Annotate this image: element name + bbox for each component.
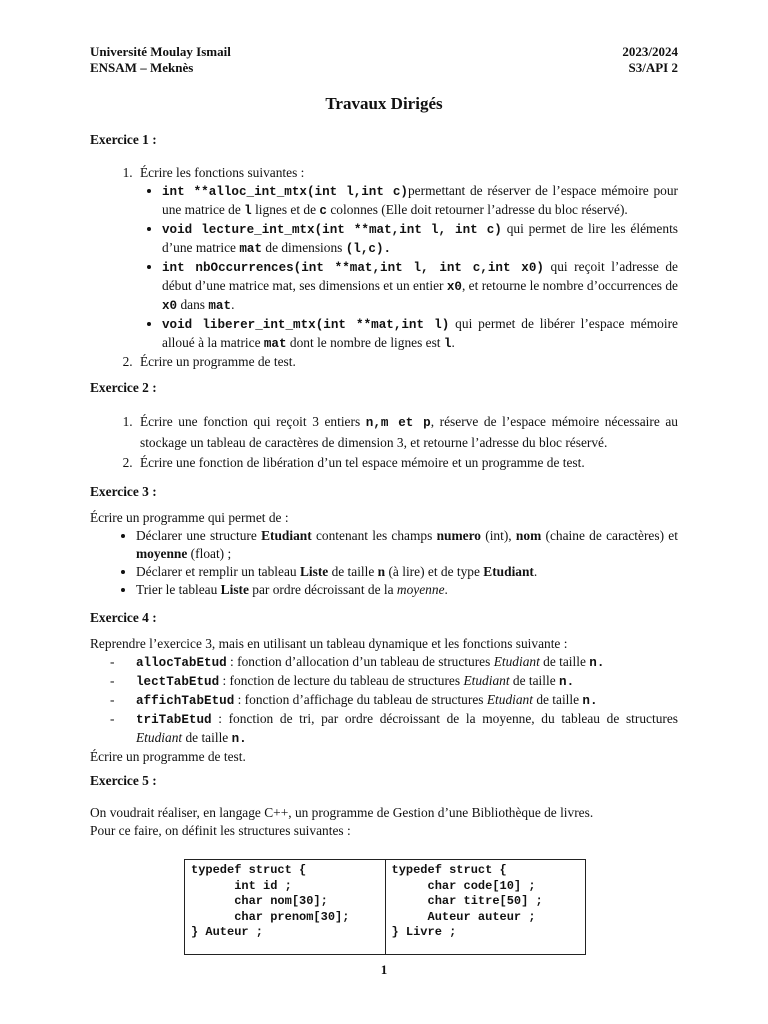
page-number: 1: [380, 962, 388, 977]
school-name: ENSAM – Meknès: [90, 60, 194, 75]
bullet-lecture: • void lecture_int_mtx(int **mat,int l, int c) qui permet de lire les éléments d’une matrice mat de dimensions (l,c).: [162, 220, 678, 258]
exercise-3-body: [90, 509, 678, 599]
exercise-5-paragraph-2: Pour ce faire, on définit les structures suivantes :: [90, 823, 351, 838]
exercise-5-body: [90, 804, 678, 840]
exercise-2-item-1: 1. Écrire une fonction qui reçoit 3 entiers n,m et p, réserve de l’espace mémoire nécessaire au stockage un tableau de caractères de dimension 3, et retourne l’adresse du bloc réservé.: [136, 412, 678, 453]
exercise-2-item-2: 2. Écrire une fonction de libération d’un tel espace mémoire et un programme de test.: [136, 453, 678, 473]
exercise-3-intro: Écrire un programme qui permet de :: [90, 510, 289, 525]
ex4-item-alloc: - allocTabEtud : fonction d’allocation d’un tableau de structures Etudiant de taille n.: [136, 653, 678, 672]
university-name: Université Moulay Ismail: [90, 44, 231, 59]
bullet-liberer: • void liberer_int_mtx(int **mat,int l) qui permet de libérer l’espace mémoire alloué à la matrice mat dont le nombre de lignes est l.: [162, 315, 678, 353]
exercise-4-body: [90, 635, 678, 766]
academic-year: 2023/2024: [622, 44, 678, 59]
ex4-item-affich: - affichTabEtud : fonction d’affichage du tableau de structures Etudiant de taille n.: [136, 691, 678, 710]
header-right: [622, 44, 678, 76]
code-auteur-struct: typedef struct { int id ; char nom[30]; char prenom[30]; } Auteur ;: [185, 860, 386, 954]
ex3-bullet-structure: • Déclarer une structure Etudiant contenant les champs numero (int), nom (chaine de caractères) et moyenne (float) ;: [136, 527, 678, 563]
ex3-bullet-trier: • Trier le tableau Liste par ordre décroissant de la moyenne.: [136, 581, 678, 599]
ex4-item-lect: - lectTabEtud : fonction de lecture du tableau de structures Etudiant de taille n.: [136, 672, 678, 691]
exercise-1-heading: Exercice 1 :: [90, 132, 157, 147]
exercise-5-heading: Exercice 5 :: [90, 773, 157, 788]
exercise-1-item-2: 2. Écrire un programme de test.: [136, 353, 678, 371]
exercise-1-bullets: [140, 182, 678, 353]
exercise-4-outro: Écrire un programme de test.: [90, 749, 246, 764]
struct-code-table: [184, 859, 586, 955]
exercise-3-bullets: [90, 527, 678, 599]
header-left: [90, 44, 231, 76]
code-livre-struct: typedef struct { char code[10] ; char titre[50] ; Auteur auteur ; } Livre ;: [391, 863, 543, 939]
class-name: S3/API 2: [628, 60, 678, 75]
exercise-4-intro: Reprendre l’exercice 3, mais en utilisant un tableau dynamique et les fonctions suivante :: [90, 636, 568, 651]
exercise-1-body: [90, 164, 678, 371]
bullet-alloc: • int **alloc_int_mtx(int l,int c)permettant de réserver de l’espace mémoire pour une matrice de l lignes et de c colonnes (Elle doit retourner l’adresse du bloc réservé).: [162, 182, 678, 220]
exercise-2-list: [90, 412, 678, 473]
exercise-4-heading: Exercice 4 :: [90, 610, 157, 625]
page-title: Travaux Dirigés: [325, 94, 443, 113]
exercise-1-list: [90, 164, 678, 371]
ex4-item-tri: - triTabEtud : fonction de tri, par ordre décroissant de la moyenne, du tableau de structures Etudiant de taille n.: [136, 710, 678, 748]
exercise-5-paragraph-1: On voudrait réaliser, en langage C++, un programme de Gestion d’une Bibliothèque de livres.: [90, 805, 594, 820]
exercise-3-heading: Exercice 3 :: [90, 484, 157, 499]
ex3-bullet-tableau: • Déclarer et remplir un tableau Liste de taille n (à lire) et de type Etudiant.: [136, 563, 678, 581]
exercise-2-body: [90, 412, 678, 473]
bullet-nboccurrences: • int nbOccurrences(int **mat,int l, int c,int x0) qui reçoit l’adresse de début d’une matrice mat, ses dimensions et un entier x0, et retourne le nombre d’occurrences de x0 dans mat.: [162, 258, 678, 315]
exercise-2-heading: Exercice 2 :: [90, 380, 157, 395]
exercise-4-list: [90, 653, 678, 748]
exercise-1-item-1: 1. Écrire les fonctions suivantes : • int **alloc_int_mtx(int l,int c)permettant de réserver de l’espace mémoire pour une matrice de l lignes et de c colonnes (Elle doit retourner l’adresse du bloc réservé). • void lecture_int_mtx(int **mat,int l, int c) qui permet de lire les éléments d’une matrice mat de dimensions (l,c). • int nbOccurrences(int **mat,int l, int c,int x0) qui reçoit l’adresse de début d’une matrice mat, ses dimensions et un entier x0, et retourne le nombre d’occurrences de x0 dans mat. • void liberer_int_mtx(int **mat,int l) qui permet de libérer l’espace mémoire alloué à la matrice mat dont le nombre de lignes est l.: [136, 164, 678, 353]
